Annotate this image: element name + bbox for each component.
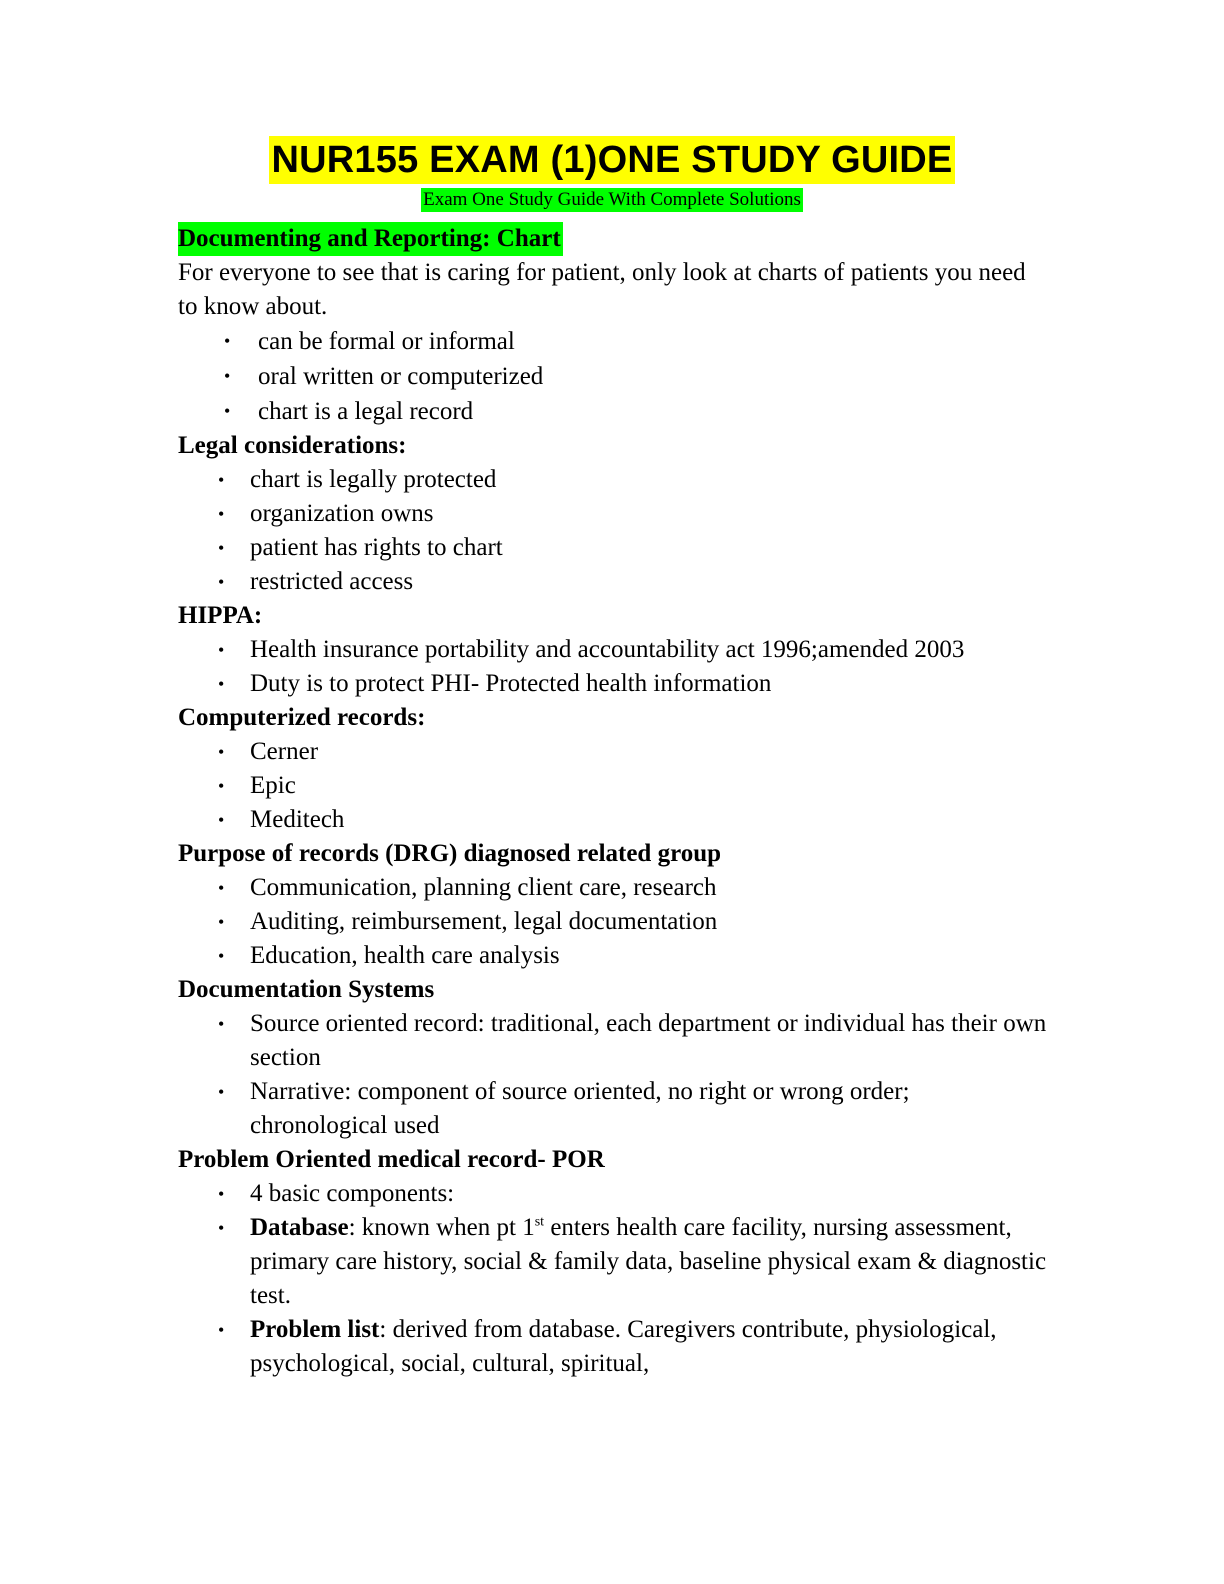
section-heading-legal: Legal considerations: [178,432,407,459]
bullet-icon: • [218,878,225,898]
subtitle-container [0,188,1224,212]
title-container [0,136,1224,184]
document-title: NUR155 EXAM (1)ONE STUDY GUIDE [269,136,956,184]
list-item [178,1075,1048,1143]
bullet-icon: • [224,401,231,421]
list-item [178,324,1048,359]
term-problem-list: Problem list [250,1316,380,1343]
list-item-text: Auditing, reimbursement, legal documentation [250,908,718,935]
list-item-text: organization owns [250,500,434,527]
superscript: st [534,1214,545,1230]
bullet-icon: • [224,366,231,386]
section-intro: For everyone to see that is caring for patient, only look at charts of patients you need to know about. [178,259,1026,320]
list-item-text: : known when pt 1 [348,1214,535,1241]
list-item-text: Education, health care analysis [250,942,560,969]
list-item-text: Epic [250,772,296,799]
list-item-text: can be formal or informal [258,328,515,355]
bullet-icon: • [218,674,225,694]
bullet-icon: • [218,504,225,524]
bullet-icon: • [218,912,225,932]
list-item [178,531,1048,565]
bullet-icon: • [218,1082,225,1102]
list-item [178,905,1048,939]
section-heading-documentation-systems: Documentation Systems [178,976,435,1003]
list-item-text: Narrative: component of source oriented, no right or wrong order; chronological used [250,1078,910,1139]
list-item [178,871,1048,905]
document-body [178,222,1048,1381]
list-item-text: chart is a legal record [258,398,474,425]
list-item-text: Duty is to protect PHI- Protected health information [250,670,772,697]
term-database: Database [250,1214,349,1241]
bullet-icon: • [218,538,225,558]
list-item-text: chart is legally protected [250,466,497,493]
list-item-text: Meditech [250,806,345,833]
list-item-text: patient has rights to chart [250,534,503,561]
list-item [178,1313,1048,1381]
list-item [178,939,1048,973]
list-item-text: Communication, planning client care, research [250,874,717,901]
list-item-text: enters health care facility, nursing assessment, primary care history, social & family data, baseline physical exam & diagnostic test. [250,1214,1047,1309]
bullet-icon: • [218,1320,225,1340]
bullet-list-purpose [178,871,1048,973]
bullet-list-legal [178,463,1048,599]
list-item-text: Health insurance portability and accountability act 1996;amended 2003 [250,636,965,663]
document-subtitle: Exam One Study Guide With Complete Solutions [423,189,801,210]
bullet-list-hippa [178,633,1048,701]
list-item-text: oral written or computerized [258,363,544,390]
list-item [178,803,1048,837]
bullet-icon: • [218,946,225,966]
list-item [178,667,1048,701]
section-heading-documenting: Documenting and Reporting: Chart [178,222,563,256]
bullet-list-por [178,1177,1048,1381]
list-item [178,769,1048,803]
section-heading-por: Problem Oriented medical record- POR [178,1146,605,1173]
bullet-icon: • [218,470,225,490]
bullet-icon: • [218,1218,225,1238]
list-item-text: Source oriented record: traditional, each department or individual has their own section [250,1010,1047,1071]
bullet-list-documenting [178,324,1048,429]
list-item [178,1177,1048,1211]
bullet-icon: • [224,331,231,351]
section-heading-purpose: Purpose of records (DRG) diagnosed related group [178,840,722,867]
list-item [178,565,1048,599]
bullet-icon: • [218,1184,225,1204]
list-item-text: Cerner [250,738,319,765]
bullet-icon: • [218,572,225,592]
list-item [178,497,1048,531]
list-item-text: 4 basic components: [250,1180,455,1207]
list-item [178,735,1048,769]
bullet-icon: • [218,640,225,660]
list-item [178,394,1048,429]
bullet-icon: • [218,810,225,830]
list-item [178,633,1048,667]
bullet-list-documentation-systems [178,1007,1048,1143]
list-item [178,463,1048,497]
bullet-icon: • [218,1014,225,1034]
bullet-icon: • [218,742,225,762]
list-item [178,1211,1048,1313]
list-item-text: : derived from database. Caregivers contribute, physiological, psychological, social, cultural, spiritual, [250,1316,997,1377]
bullet-list-computerized [178,735,1048,837]
list-item-text: restricted access [250,568,414,595]
section-heading-computerized: Computerized records: [178,704,426,731]
list-item [178,359,1048,394]
section-heading-hippa: HIPPA: [178,602,263,629]
bullet-icon: • [218,776,225,796]
list-item [178,1007,1048,1075]
